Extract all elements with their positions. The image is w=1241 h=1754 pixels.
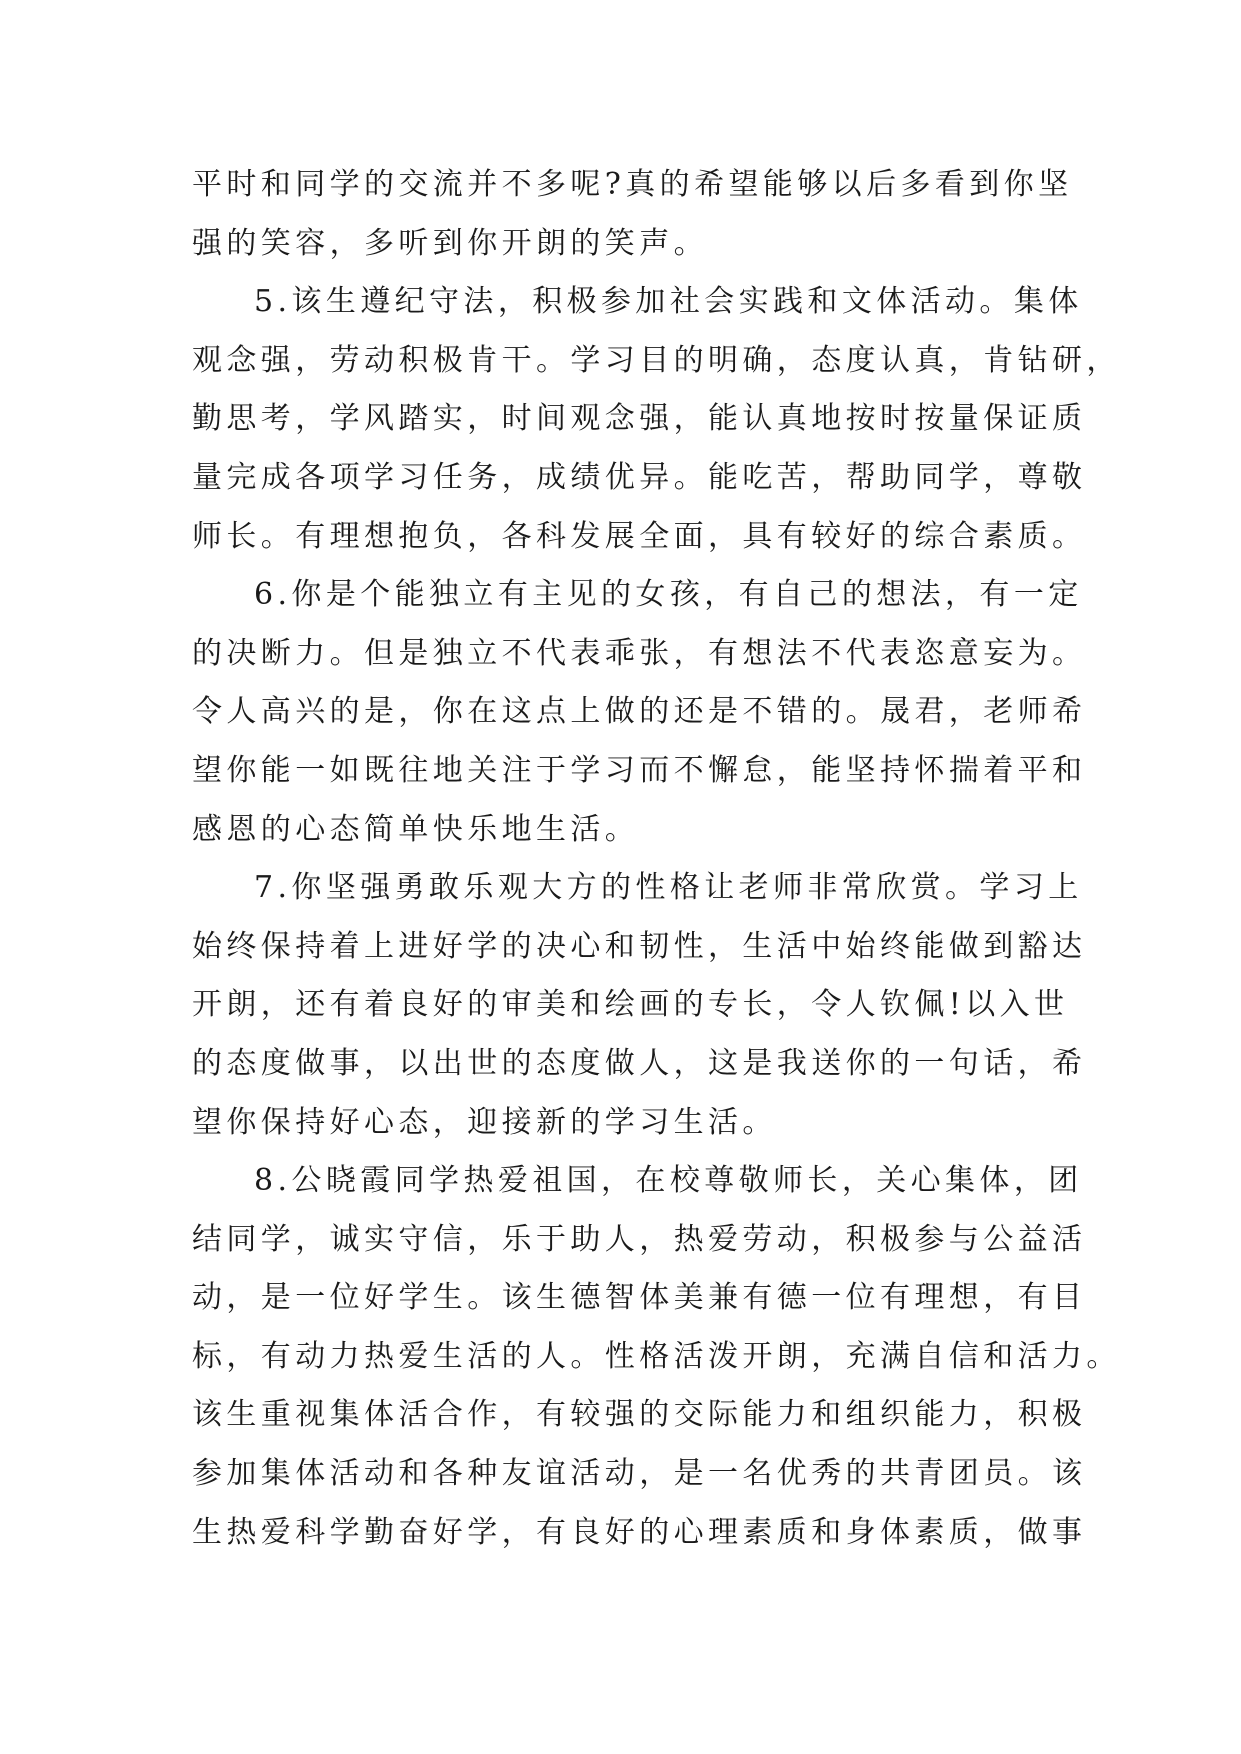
- paragraph-start-7: 7.你坚强勇敢乐观大方的性格让老师非常欣赏。学习上: [254, 870, 1083, 906]
- text-line: 的态度做事，以出世的态度做人，这是我送你的一句话，希: [192, 1045, 1087, 1081]
- text-line: 平时和同学的交流并不多呢?真的希望能够以后多看到你坚: [192, 167, 1073, 202]
- text-line: 量完成各项学习任务，成绩优异。能吃苦，帮助同学，尊敬: [192, 459, 1087, 495]
- paragraph-start-8: 8.公晓霞同学热爱祖国，在校尊敬师长，关心集体，团: [254, 1163, 1083, 1199]
- text-line: 令人高兴的是，你在这点上做的还是不错的。晟君，老师希: [192, 694, 1087, 730]
- text-line: 勤思考，学风踏实，时间观念强，能认真地按时按量保证质: [192, 401, 1087, 437]
- text-line: 标，有动力热爱生活的人。性格活泼开朗，充满自信和活力。: [192, 1338, 1121, 1374]
- paragraph-start-6: 6.你是个能独立有主见的女孩，有自己的想法，有一定: [254, 577, 1083, 613]
- text-line: 动，是一位好学生。该生德智体美兼有德一位有理想，有目: [192, 1280, 1087, 1316]
- text-line: 始终保持着上进好学的决心和韧性，生活中始终能做到豁达: [192, 928, 1087, 964]
- text-line: 强的笑容，多听到你开朗的笑声。: [192, 225, 708, 261]
- text-line: 望你能一如既往地关注于学习而不懈怠，能坚持怀揣着平和: [192, 752, 1087, 788]
- text-line: 开朗，还有着良好的审美和绘画的专长，令人钦佩!以入世: [192, 987, 1069, 1023]
- text-line: 参加集体活动和各种友谊活动，是一名优秀的共青团员。该: [192, 1456, 1087, 1492]
- text-line: 的决断力。但是独立不代表乖张，有想法不代表恣意妄为。: [192, 635, 1087, 671]
- text-line: 结同学，诚实守信，乐于助人，热爱劳动，积极参与公益活: [192, 1221, 1087, 1257]
- text-line: 观念强，劳动积极肯干。学习目的明确，态度认真，肯钻研，: [192, 342, 1121, 378]
- text-line: 感恩的心态简单快乐地生活。: [192, 811, 640, 847]
- text-line: 该生重视集体活合作，有较强的交际能力和组织能力，积极: [192, 1397, 1087, 1433]
- paragraph-start-5: 5.该生遵纪守法，积极参加社会实践和文体活动。集体: [254, 284, 1083, 320]
- text-line: 生热爱科学勤奋好学，有良好的心理素质和身体素质，做事: [192, 1514, 1087, 1550]
- body-text: [192, 156, 1121, 1562]
- text-line: 师长。有理想抱负，各科发展全面，具有较好的综合素质。: [192, 518, 1087, 554]
- text-line: 望你保持好心态，迎接新的学习生活。: [192, 1104, 777, 1140]
